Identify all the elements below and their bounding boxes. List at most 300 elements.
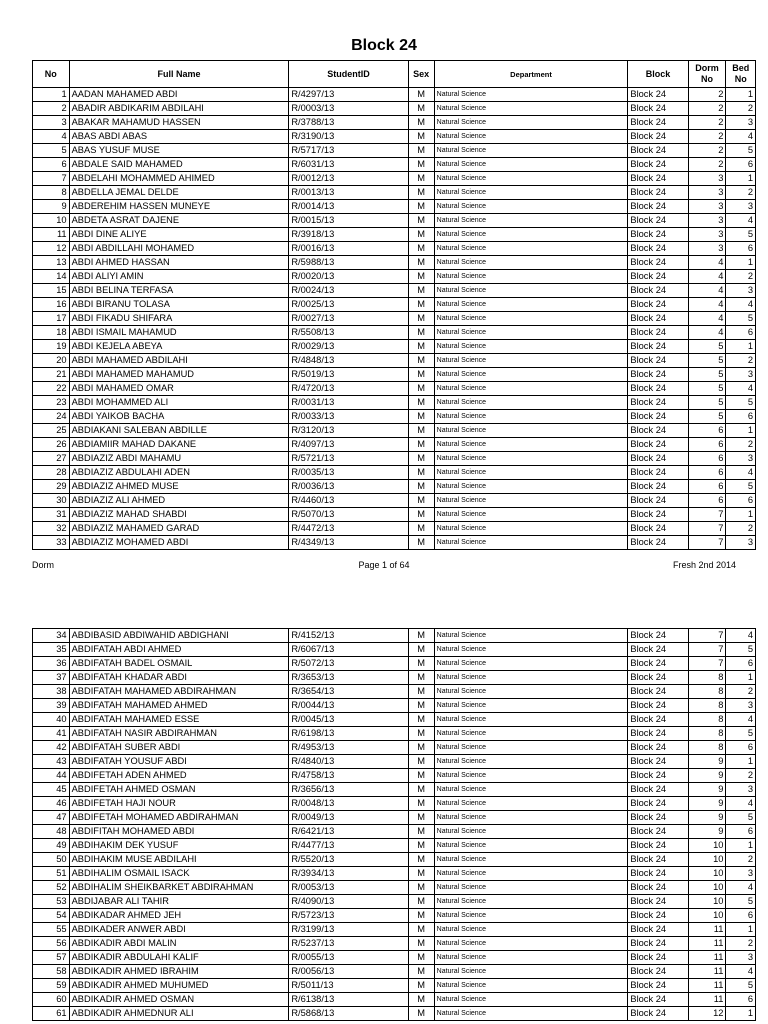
row-sex: M: [408, 298, 434, 312]
row-block: Block 24: [628, 965, 688, 979]
footer-right: Fresh 2nd 2014: [672, 560, 736, 570]
row-student-id: R/0014/13: [289, 200, 408, 214]
row-full-name: ABDIAMIIR MAHAD DAKANE: [69, 438, 289, 452]
row-sex: M: [408, 270, 434, 284]
row-department: Natural Science: [434, 629, 628, 643]
row-student-id: R/3918/13: [289, 228, 408, 242]
row-dorm-no: 10: [688, 839, 726, 853]
row-sex: M: [408, 755, 434, 769]
row-department: Natural Science: [434, 172, 628, 186]
row-sex: M: [408, 643, 434, 657]
row-no: 39: [33, 699, 70, 713]
row-no: 49: [33, 839, 70, 853]
row-no: 26: [33, 438, 70, 452]
row-dorm-no: 6: [688, 494, 726, 508]
row-student-id: R/5508/13: [289, 326, 408, 340]
row-full-name: ABDIAZIZ MAHAMED GARAD: [69, 522, 289, 536]
table-row: [33, 270, 756, 284]
row-full-name: ABDIHAKIM MUSE ABDILAHI: [69, 853, 289, 867]
row-full-name: ABDEREHIM HASSEN MUNEYE: [69, 200, 289, 214]
row-bed-no: 4: [726, 797, 756, 811]
row-department: Natural Science: [434, 979, 628, 993]
row-block: Block 24: [628, 270, 688, 284]
row-student-id: R/0049/13: [289, 811, 408, 825]
row-sex: M: [408, 522, 434, 536]
row-student-id: R/4472/13: [289, 522, 408, 536]
row-department: Natural Science: [434, 312, 628, 326]
row-student-id: R/0025/13: [289, 298, 408, 312]
row-dorm-no: 2: [688, 158, 726, 172]
header-dorm-no: Dorm No: [688, 61, 726, 88]
row-no: 16: [33, 298, 70, 312]
row-bed-no: 2: [726, 522, 756, 536]
row-block: Block 24: [628, 298, 688, 312]
row-department: Natural Science: [434, 993, 628, 1007]
row-full-name: ABADIR ABDIKARIM ABDILAHI: [69, 102, 289, 116]
row-department: Natural Science: [434, 699, 628, 713]
row-department: Natural Science: [434, 466, 628, 480]
row-bed-no: 5: [726, 727, 756, 741]
row-dorm-no: 11: [688, 937, 726, 951]
row-bed-no: 1: [726, 671, 756, 685]
row-bed-no: 3: [726, 284, 756, 298]
row-dorm-no: 3: [688, 186, 726, 200]
row-bed-no: 5: [726, 979, 756, 993]
row-dorm-no: 11: [688, 979, 726, 993]
row-dorm-no: 6: [688, 438, 726, 452]
row-no: 12: [33, 242, 70, 256]
row-no: 60: [33, 993, 70, 1007]
row-full-name: ABDIAKANI SALEBAN ABDILLE: [69, 424, 289, 438]
row-department: Natural Science: [434, 657, 628, 671]
row-sex: M: [408, 144, 434, 158]
row-dorm-no: 9: [688, 755, 726, 769]
row-student-id: R/3190/13: [289, 130, 408, 144]
table-row: [33, 993, 756, 1007]
row-no: 30: [33, 494, 70, 508]
row-block: Block 24: [628, 825, 688, 839]
row-department: Natural Science: [434, 186, 628, 200]
row-no: 53: [33, 895, 70, 909]
row-bed-no: 2: [726, 853, 756, 867]
header-full-name: Full Name: [69, 61, 289, 88]
row-sex: M: [408, 200, 434, 214]
row-bed-no: 3: [726, 951, 756, 965]
row-department: Natural Science: [434, 102, 628, 116]
row-full-name: ABDI ALIYI AMIN: [69, 270, 289, 284]
row-student-id: R/5237/13: [289, 937, 408, 951]
row-dorm-no: 6: [688, 480, 726, 494]
row-student-id: R/0012/13: [289, 172, 408, 186]
row-no: 22: [33, 382, 70, 396]
row-full-name: ABDIFATAH MAHAMED ESSE: [69, 713, 289, 727]
row-no: 57: [33, 951, 70, 965]
row-student-id: R/5011/13: [289, 979, 408, 993]
row-bed-no: 3: [726, 699, 756, 713]
table-row: [33, 643, 756, 657]
row-block: Block 24: [628, 727, 688, 741]
row-block: Block 24: [628, 671, 688, 685]
row-dorm-no: 7: [688, 643, 726, 657]
row-dorm-no: 9: [688, 811, 726, 825]
row-block: Block 24: [628, 741, 688, 755]
row-bed-no: 3: [726, 452, 756, 466]
row-block: Block 24: [628, 979, 688, 993]
row-department: Natural Science: [434, 1007, 628, 1021]
row-dorm-no: 7: [688, 522, 726, 536]
row-dorm-no: 3: [688, 200, 726, 214]
table-row: [33, 284, 756, 298]
row-sex: M: [408, 452, 434, 466]
row-bed-no: 4: [726, 713, 756, 727]
row-dorm-no: 2: [688, 130, 726, 144]
row-block: Block 24: [628, 657, 688, 671]
row-student-id: R/6198/13: [289, 727, 408, 741]
row-bed-no: 1: [726, 256, 756, 270]
row-full-name: ABDI KEJELA ABEYA: [69, 340, 289, 354]
row-no: 8: [33, 186, 70, 200]
row-dorm-no: 4: [688, 312, 726, 326]
table-row: [33, 228, 756, 242]
row-full-name: ABDIKADIR ABDULAHI KALIF: [69, 951, 289, 965]
row-bed-no: 5: [726, 228, 756, 242]
row-full-name: ABDIAZIZ MOHAMED ABDI: [69, 536, 289, 550]
row-bed-no: 2: [726, 685, 756, 699]
row-no: 59: [33, 979, 70, 993]
row-full-name: ABDI DINE ALIYE: [69, 228, 289, 242]
row-bed-no: 5: [726, 643, 756, 657]
row-sex: M: [408, 657, 434, 671]
table-row: [33, 825, 756, 839]
row-department: Natural Science: [434, 895, 628, 909]
row-no: 47: [33, 811, 70, 825]
row-sex: M: [408, 867, 434, 881]
row-student-id: R/5721/13: [289, 452, 408, 466]
row-bed-no: 5: [726, 396, 756, 410]
row-no: 21: [33, 368, 70, 382]
row-dorm-no: 3: [688, 214, 726, 228]
row-dorm-no: 2: [688, 144, 726, 158]
row-block: Block 24: [628, 522, 688, 536]
row-bed-no: 3: [726, 867, 756, 881]
row-block: Block 24: [628, 144, 688, 158]
row-bed-no: 2: [726, 937, 756, 951]
row-sex: M: [408, 116, 434, 130]
row-no: 44: [33, 769, 70, 783]
table-row: [33, 881, 756, 895]
row-sex: M: [408, 396, 434, 410]
table-row: [33, 312, 756, 326]
row-sex: M: [408, 438, 434, 452]
row-block: Block 24: [628, 480, 688, 494]
row-no: 23: [33, 396, 70, 410]
row-sex: M: [408, 466, 434, 480]
table-row: [33, 797, 756, 811]
row-bed-no: 6: [726, 909, 756, 923]
table-row: [33, 741, 756, 755]
row-student-id: R/4152/13: [289, 629, 408, 643]
row-student-id: R/3653/13: [289, 671, 408, 685]
row-sex: M: [408, 1007, 434, 1021]
row-bed-no: 1: [726, 424, 756, 438]
row-bed-no: 2: [726, 186, 756, 200]
row-department: Natural Science: [434, 825, 628, 839]
row-student-id: R/6421/13: [289, 825, 408, 839]
row-department: Natural Science: [434, 284, 628, 298]
row-dorm-no: 11: [688, 951, 726, 965]
row-sex: M: [408, 130, 434, 144]
row-department: Natural Science: [434, 839, 628, 853]
row-bed-no: 6: [726, 741, 756, 755]
row-block: Block 24: [628, 452, 688, 466]
row-sex: M: [408, 783, 434, 797]
row-department: Natural Science: [434, 508, 628, 522]
table-row: [33, 466, 756, 480]
row-department: Natural Science: [434, 727, 628, 741]
row-department: Natural Science: [434, 685, 628, 699]
row-department: Natural Science: [434, 811, 628, 825]
row-dorm-no: 4: [688, 270, 726, 284]
row-bed-no: 6: [726, 494, 756, 508]
row-student-id: R/5868/13: [289, 1007, 408, 1021]
row-block: Block 24: [628, 993, 688, 1007]
row-student-id: R/4840/13: [289, 755, 408, 769]
row-dorm-no: 5: [688, 340, 726, 354]
row-no: 28: [33, 466, 70, 480]
row-bed-no: 4: [726, 466, 756, 480]
row-department: Natural Science: [434, 256, 628, 270]
row-student-id: R/0056/13: [289, 965, 408, 979]
row-block: Block 24: [628, 909, 688, 923]
row-no: 38: [33, 685, 70, 699]
row-student-id: R/4097/13: [289, 438, 408, 452]
row-dorm-no: 8: [688, 699, 726, 713]
row-no: 15: [33, 284, 70, 298]
row-full-name: ABAS ABDI ABAS: [69, 130, 289, 144]
footer-left: Dorm: [32, 560, 54, 570]
row-block: Block 24: [628, 228, 688, 242]
table-row: [33, 200, 756, 214]
row-bed-no: 4: [726, 214, 756, 228]
row-dorm-no: 10: [688, 895, 726, 909]
row-student-id: R/0020/13: [289, 270, 408, 284]
footer-page-number: Page 1 of 64: [358, 560, 410, 570]
row-block: Block 24: [628, 326, 688, 340]
row-full-name: ABDI MAHAMED ABDILAHI: [69, 354, 289, 368]
row-no: 50: [33, 853, 70, 867]
table-row: [33, 242, 756, 256]
row-sex: M: [408, 811, 434, 825]
row-dorm-no: 5: [688, 396, 726, 410]
table-row: [33, 354, 756, 368]
row-no: 40: [33, 713, 70, 727]
row-student-id: R/4758/13: [289, 769, 408, 783]
row-sex: M: [408, 536, 434, 550]
row-department: Natural Science: [434, 326, 628, 340]
row-department: Natural Science: [434, 354, 628, 368]
row-full-name: ABDIKADIR AHMED MUHUMED: [69, 979, 289, 993]
row-dorm-no: 4: [688, 256, 726, 270]
row-student-id: R/0015/13: [289, 214, 408, 228]
table-row: [33, 88, 756, 102]
row-dorm-no: 7: [688, 629, 726, 643]
row-block: Block 24: [628, 643, 688, 657]
row-bed-no: 4: [726, 881, 756, 895]
row-dorm-no: 4: [688, 298, 726, 312]
row-bed-no: 4: [726, 298, 756, 312]
row-student-id: R/5717/13: [289, 144, 408, 158]
row-bed-no: 1: [726, 923, 756, 937]
row-full-name: ABDI BIRANU TOLASA: [69, 298, 289, 312]
row-no: 48: [33, 825, 70, 839]
row-department: Natural Science: [434, 522, 628, 536]
row-full-name: ABDI FIKADU SHIFARA: [69, 312, 289, 326]
row-department: Natural Science: [434, 937, 628, 951]
row-full-name: ABDI BELINA TERFASA: [69, 284, 289, 298]
row-full-name: ABDI YAIKOB BACHA: [69, 410, 289, 424]
row-bed-no: 2: [726, 102, 756, 116]
row-block: Block 24: [628, 923, 688, 937]
table-row: [33, 522, 756, 536]
row-bed-no: 4: [726, 629, 756, 643]
row-block: Block 24: [628, 284, 688, 298]
row-department: Natural Science: [434, 130, 628, 144]
row-student-id: R/0053/13: [289, 881, 408, 895]
table-row: [33, 494, 756, 508]
row-sex: M: [408, 186, 434, 200]
table-row: [33, 410, 756, 424]
row-dorm-no: 2: [688, 88, 726, 102]
row-full-name: ABDIFATAH ABDI AHMED: [69, 643, 289, 657]
row-department: Natural Science: [434, 923, 628, 937]
row-dorm-no: 3: [688, 242, 726, 256]
row-sex: M: [408, 629, 434, 643]
row-sex: M: [408, 727, 434, 741]
row-student-id: R/0035/13: [289, 466, 408, 480]
table-row: [33, 480, 756, 494]
row-block: Block 24: [628, 797, 688, 811]
row-dorm-no: 6: [688, 466, 726, 480]
row-dorm-no: 2: [688, 102, 726, 116]
table-row: [33, 396, 756, 410]
row-bed-no: 3: [726, 536, 756, 550]
row-block: Block 24: [628, 312, 688, 326]
row-full-name: ABDIFATAH KHADAR ABDI: [69, 671, 289, 685]
row-block: Block 24: [628, 102, 688, 116]
row-bed-no: 2: [726, 270, 756, 284]
row-no: 27: [33, 452, 70, 466]
row-block: Block 24: [628, 769, 688, 783]
table-row: [33, 979, 756, 993]
row-no: 7: [33, 172, 70, 186]
row-bed-no: 6: [726, 242, 756, 256]
row-block: Block 24: [628, 410, 688, 424]
row-block: Block 24: [628, 396, 688, 410]
row-department: Natural Science: [434, 643, 628, 657]
row-block: Block 24: [628, 699, 688, 713]
row-no: 36: [33, 657, 70, 671]
row-block: Block 24: [628, 186, 688, 200]
row-block: Block 24: [628, 713, 688, 727]
table-row: [33, 685, 756, 699]
row-student-id: R/0033/13: [289, 410, 408, 424]
row-dorm-no: 4: [688, 284, 726, 298]
table-row: [33, 382, 756, 396]
row-student-id: R/5019/13: [289, 368, 408, 382]
row-student-id: R/6067/13: [289, 643, 408, 657]
table-row: [33, 130, 756, 144]
row-full-name: ABDI MOHAMMED ALI: [69, 396, 289, 410]
row-full-name: ABDI MAHAMED MAHAMUD: [69, 368, 289, 382]
row-sex: M: [408, 410, 434, 424]
header-department: Department: [434, 61, 628, 88]
row-department: Natural Science: [434, 340, 628, 354]
row-no: 2: [33, 102, 70, 116]
row-no: 20: [33, 354, 70, 368]
row-block: Block 24: [628, 629, 688, 643]
table-row: [33, 298, 756, 312]
row-full-name: ABDIBASID ABDIWAHID ABDIGHANI: [69, 629, 289, 643]
table-row: [33, 438, 756, 452]
row-full-name: ABAS YUSUF MUSE: [69, 144, 289, 158]
row-bed-no: 2: [726, 354, 756, 368]
table-row: [33, 214, 756, 228]
table-row: [33, 256, 756, 270]
row-bed-no: 6: [726, 158, 756, 172]
row-dorm-no: 5: [688, 354, 726, 368]
student-table-page-2: [32, 628, 756, 1021]
row-no: 51: [33, 867, 70, 881]
row-bed-no: 2: [726, 438, 756, 452]
row-student-id: R/4953/13: [289, 741, 408, 755]
header-bed-no: Bed No: [726, 61, 756, 88]
row-sex: M: [408, 685, 434, 699]
row-sex: M: [408, 937, 434, 951]
row-department: Natural Science: [434, 452, 628, 466]
table-row: [33, 867, 756, 881]
row-department: Natural Science: [434, 438, 628, 452]
row-department: Natural Science: [434, 741, 628, 755]
row-sex: M: [408, 853, 434, 867]
row-full-name: ABDIHALIM SHEIKBARKET ABDIRAHMAN: [69, 881, 289, 895]
page-title: Block 24: [351, 37, 417, 54]
row-student-id: R/0055/13: [289, 951, 408, 965]
row-department: Natural Science: [434, 200, 628, 214]
row-full-name: ABDIHALIM OSMAIL ISACK: [69, 867, 289, 881]
row-full-name: ABDIFATAH NASIR ABDIRAHMAN: [69, 727, 289, 741]
row-no: 3: [33, 116, 70, 130]
row-block: Block 24: [628, 881, 688, 895]
table-row: [33, 657, 756, 671]
row-full-name: ABDIHAKIM DEK YUSUF: [69, 839, 289, 853]
row-bed-no: 3: [726, 368, 756, 382]
table-row: [33, 1007, 756, 1021]
row-department: Natural Science: [434, 755, 628, 769]
row-department: Natural Science: [434, 116, 628, 130]
row-dorm-no: 8: [688, 741, 726, 755]
row-no: 5: [33, 144, 70, 158]
table-row: [33, 937, 756, 951]
row-no: 34: [33, 629, 70, 643]
row-full-name: ABDIAZIZ AHMED MUSE: [69, 480, 289, 494]
table-row: [33, 755, 756, 769]
row-sex: M: [408, 909, 434, 923]
row-department: Natural Science: [434, 424, 628, 438]
table-row: [33, 769, 756, 783]
row-block: Block 24: [628, 685, 688, 699]
row-bed-no: 1: [726, 88, 756, 102]
row-dorm-no: 7: [688, 508, 726, 522]
